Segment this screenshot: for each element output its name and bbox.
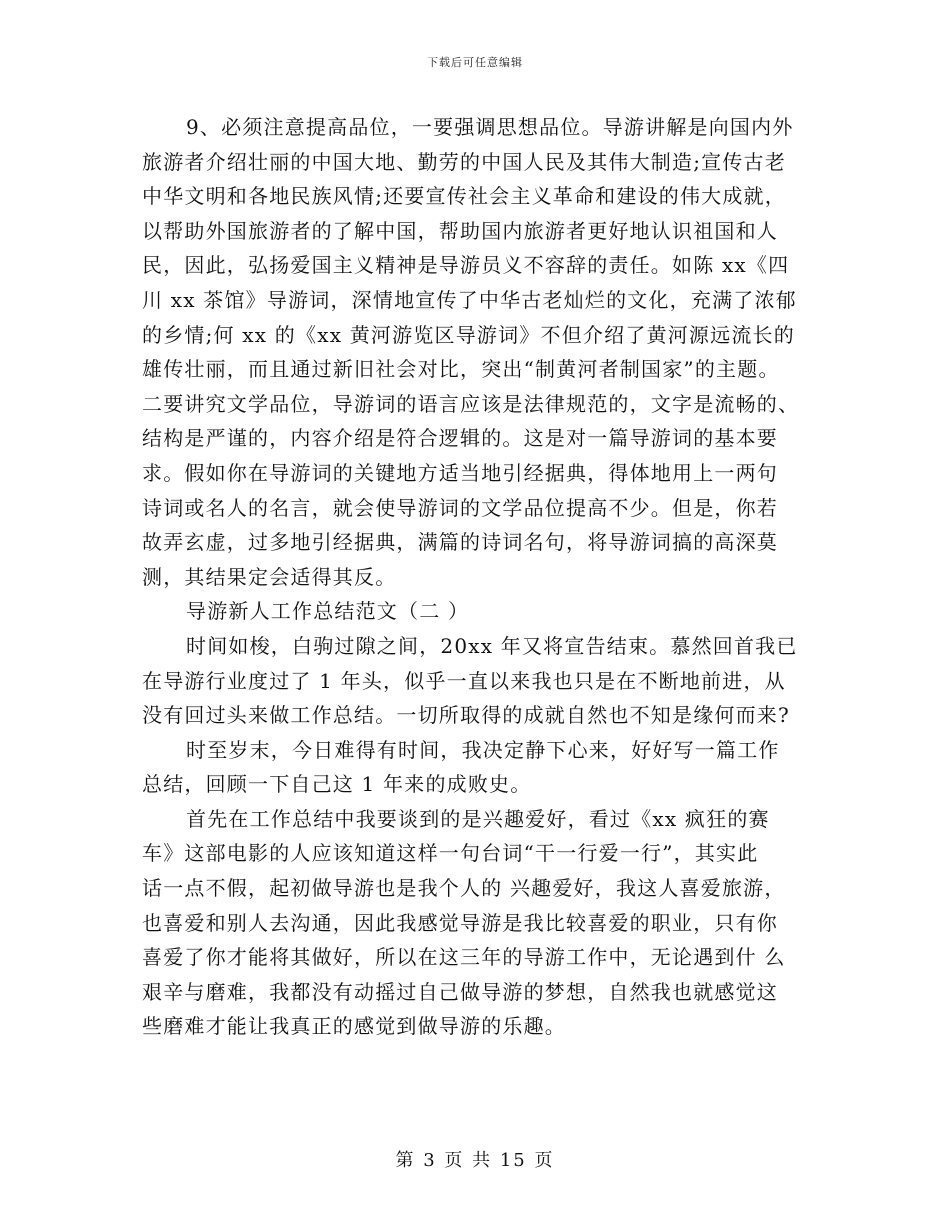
paragraph-line: 结构是严谨的，内容介绍是符合逻辑的。这是对一篇导游词的基本要 [142, 426, 778, 451]
paragraph-line: 二要讲究文学品位，导游词的语言应该是法律规范的，文字是流畅的、 [142, 391, 800, 416]
paragraph-line: 求。假如你在导游词的关键地方适当地引经据典，得体地用上一两句 [142, 460, 778, 485]
paragraph-line: 话一点不假，起初做导游也是我个人的 兴趣爱好，我这人喜爱旅游， [142, 876, 786, 901]
paragraph-line: 故弄玄虚，过多地引经据典，满篇的诗词名句，将导游词搞的高深莫 [142, 530, 778, 555]
paragraph-line: 喜爱了你才能将其做好，所以在这三年的导游工作中，无论遇到什 么 [142, 945, 786, 970]
page-number: 第 3 页 共 15 页 [395, 1150, 555, 1171]
paragraph-line: 些磨难才能让我真正的感觉到做导游的乐趣。 [142, 1014, 566, 1039]
page-footer [0, 1146, 950, 1172]
paragraph-line: 也喜爱和别人去沟通，因此我感觉导游是我比较喜爱的职业，只有你 [142, 910, 778, 935]
paragraph-line: 旅游者介绍壮丽的中国大地、勤劳的中国人民及其伟大制造;宣传古老 [142, 149, 786, 174]
paragraph-line: 时间如梭，白驹过隙之间，20xx 年又将宣告结束。慕然回首我已 [186, 633, 798, 658]
paragraph-line: 在导游行业度过了 1 年头，似乎一直以来我也只是在不断地前进，从 [142, 668, 786, 693]
paragraph-line: 民，因此，弘扬爱国主义精神是导游员义不容辞的责任。如陈 xx《四 [142, 253, 790, 278]
paragraph-line: 川 xx 茶馆》导游词，深情地宣传了中华古老灿烂的文化，充满了浓郁 [142, 287, 797, 312]
paragraph-line: 的乡情;何 xx 的《xx 黄河游览区导游词》不但介绍了黄河源远流长的 [142, 322, 795, 347]
paragraph-line: 时至岁末，今日难得有时间，我决定静下心来，好好写一篇工作 [186, 737, 780, 762]
paragraph-line: 中华文明和各地民族风情;还要宣传社会主义革命和建设的伟大成就， [142, 184, 786, 209]
section-heading: 导游新人工作总结范文（二 ） [186, 599, 470, 624]
paragraph-line: 测，其结果定会适得其反。 [142, 564, 397, 589]
paragraph-line: 诗词或名人的名言，就会使导游词的文学品位提高不少。但是，你若 [142, 495, 778, 520]
paragraph-line: 没有回过头来做工作总结。一切所取得的成就自然也不知是缘何而来? [142, 703, 790, 728]
paragraph-line: 雄传壮丽，而且通过新旧社会对比，突出“制黄河者制国家”的主题。 [142, 357, 780, 382]
body-text [142, 110, 818, 1044]
header-note: 下载后可任意编辑 [427, 56, 523, 69]
paragraph-line: 总结，回顾一下自己这 1 年来的成败史。 [142, 772, 532, 797]
paragraph-line: 首先在工作总结中我要谈到的是兴趣爱好，看过《xx 疯狂的赛 [186, 806, 770, 831]
paragraph-line: 车》这部电影的人应该知道这样一句台词“干一行爱一行”，其实此 [142, 841, 759, 866]
paragraph-line: 以帮助外国旅游者的了解中国，帮助国内旅游者更好地认识祖国和人 [142, 218, 778, 243]
paragraph-line: 9、必须注意提高品位，一要强调思想品位。导游讲解是向国内外 [186, 115, 794, 139]
paragraph-line: 艰辛与磨难，我都没有动摇过自己做导游的梦想，自然我也就感觉这 [142, 979, 778, 1004]
